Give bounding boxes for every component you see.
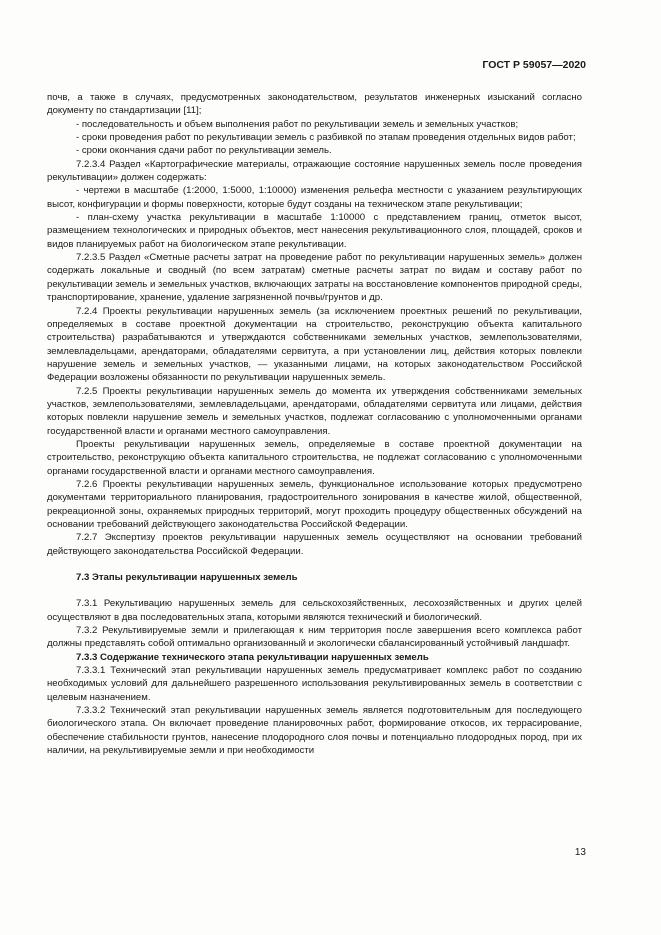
- clause-7-2-4: 7.2.4 Проекты рекультивации нарушенных земель (за исключением проектных решений по рекультивации, определяемых в составе проектной документации на строительство, реконструкцию объекта капитального строительства) разрабатываются и утверждаются собственниками земельных участков, землепользователями, землевладельцами, арендаторами, обладателями сервитута, а при установлении лиц, действия которых повлекли нарушение земель и земельных участков, — указанными лицами, на которых законодательством Российской Федерации возложены обязанности по рекультивации нарушенных земель.: [47, 305, 582, 384]
- clause-7-2-3-5: 7.2.3.5 Раздел «Сметные расчеты затрат на проведение работ по рекультивации нарушенных земель» должен содержать локальные и сводный (по всем затратам) сметные расчеты затрат по видам и составу работ по рекультивации земель и земельных участков, включающих затраты на восстановление компонентов природной среды, транспортирование, хранение, удаление загрязненной почвы/грунтов и др.: [47, 252, 582, 304]
- page-number: 13: [574, 847, 586, 858]
- clause-7-3-1: 7.3.1 Рекультивацию нарушенных земель для сельскохозяйственных, лесохозяйственных и других целей осуществляют в два последовательных этапа, которыми являются технический и биологический.: [47, 598, 582, 623]
- list-item: - сроки окончания сдачи работ по рекультивации земель.: [76, 145, 332, 157]
- document-header-standard-id: ГОСТ Р 59057—2020: [482, 59, 586, 71]
- clause-7-2-3-4: 7.2.3.4 Раздел «Картографические материалы, отражающие состояние нарушенных земель после проведения рекультивации» должен содержать:: [47, 158, 582, 184]
- list-item: - план-схему участка рекультивации в масштабе 1:10000 с представлением границ, отметок высот, размещением технологических и природных объектов, мест нанесения рекультивационного слоя, площадей, сроков и видов планируемых работ на биологическом этапе рекультивации.: [47, 212, 582, 250]
- paragraph: Проекты рекультивации нарушенных земель, определяемые в составе проектной документации на строительство, реконструкцию объекта капитального строительства, не подлежат согласованию с уполномоченными органами государственной власти и органами местного самоуправления.: [47, 438, 582, 477]
- paragraph: почв, а также в случаях, предусмотренных законодательством, результатов инженерных изысканий согласно документу по стандартизации [11];: [47, 92, 582, 117]
- clause-7-2-5: 7.2.5 Проекты рекультивации нарушенных земель до момента их утверждения собственниками земельных участков, землепользователями, землевладельцами, арендаторами, обладателями сервитута или лицами, действия которых повлекли нарушение земель и земельных участков, подлежат согласованию с уполномоченными органами государственной власти и органами местного самоуправления.: [47, 385, 582, 437]
- section-heading-7-3: 7.3 Этапы рекультивации нарушенных земель: [76, 572, 298, 584]
- clause-7-3-3-1: 7.3.3.1 Технический этап рекультивации нарушенных земель предусматривает комплекс работ по созданию необходимых условий для дальнейшего разрешенного использования рекультивированных земель в соответствии с целевым назначением.: [47, 665, 582, 703]
- list-item: - последовательность и объем выполнения работ по рекультивации земель и земельных участков;: [76, 118, 519, 130]
- clause-7-2-7: 7.2.7 Экспертизу проектов рекультивации нарушенных земель осуществляют на основании требований действующего законодательства Российской Федерации.: [47, 532, 582, 557]
- list-item: - сроки проведения работ по рекультивации земель с разбивкой по этапам проведения отдельных видов работ;: [76, 132, 576, 144]
- clause-7-2-6: 7.2.6 Проекты рекультивации нарушенных земель, функциональное использование которых предусмотрено документами территориального планирования, градостроительного зонирования в качестве жилой, общественной, рекреационной зоны, охраняемых природных территорий, могут проходить процедуру общественных обсуждений на основании требований действующего законодательства Российской Федерации.: [47, 478, 582, 530]
- document-body: [47, 91, 582, 758]
- clause-7-3-3-2: 7.3.3.2 Технический этап рекультивации нарушенных земель является подготовительным для последующего биологического этапа. Он включает проведение планировочных работ, формирование откосов, их террасирование, обеспечение стабильности грунтов, нанесение плодородного слоя почвы и потенциально плодородных пород, при их наличии, на рекультивируемые земли и при необходимости: [47, 705, 582, 757]
- list-item: - чертежи в масштабе (1:2000, 1:5000, 1:10000) изменения рельефа местности с указанием результирующих высот, конфигурации и формы поверхности, которые будут созданы на техническом этапе рекультивации;: [47, 185, 582, 210]
- subsection-heading-7-3-3: 7.3.3 Содержание технического этапа рекультивации нарушенных земель: [76, 651, 429, 663]
- clause-7-3-2: 7.3.2 Рекультивируемые земли и прилегающая к ним территория после завершения всего комплекса работ должны представлять собой оптимально организованный и экологически сбалансированный устойчивый ландшафт.: [47, 625, 582, 650]
